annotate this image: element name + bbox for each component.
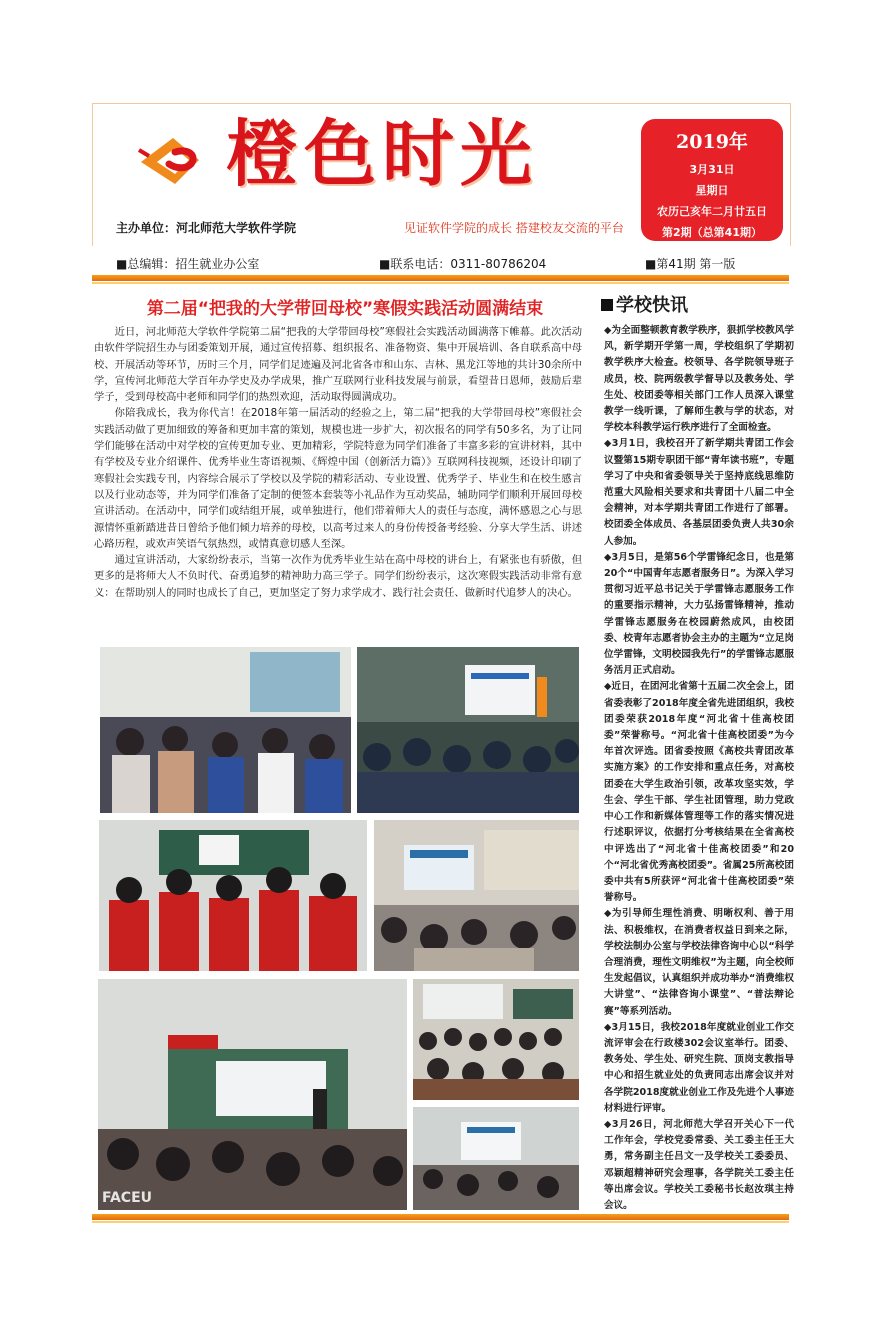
issue-lunar-date: 农历己亥年二月廿五日 <box>657 205 767 218</box>
brief-item: ◆3月1日，我校召开了新学期共青团工作会议暨第15期专职团干部“青年读书班”，专题学习了中央和省委领导关于坚持底线思维防范重大风险相关要求和共青团十八届二中全会精神，对本学期共青团工作进行了部署。校团委全体成员、各基层团委负责人共30余人参加。 <box>604 438 794 547</box>
brief-item: ◆3月26日，河北师范大学召开关心下一代工作年会，学校党委常委、关工委主任王大勇，常务副主任吕文一及学校关工委委员、邓颖超精神研究会理事，各学院关工委主任等出席会议。学校关工委秘书长赵汝琪主持会议。 <box>604 1118 794 1211</box>
article-paragraph: 近日，河北师范大学软件学院第二届“把我的大学带回母校”寒假社会实践活动圆满落下帷幕。此次活动由软件学院招生办与团委策划开展，通过宣传招募、组织报名、准备物资、集中开展培训、各自联系高中母校、开展活动等环节，历时三个月，同学们足迹遍及河北省各市和山东、吉林、黑龙江等地的共计30余所中学，宣传河北师范大学百年办学史及办学成果，推广互联网行业科技发展与前景，看望昔日恩师，鼓励后辈学子，受到母校高中老师和同学们的热烈欢迎，活动取得圆满成功。 <box>94 326 582 404</box>
brief-item: ◆3月5日，是第56个学雷锋纪念日，也是第20个“中国青年志愿者服务日”。为深入学习贯彻习近平总书记关于学雷锋志愿服务工作的重要指示精神，大力弘扬雷锋精神，推动学雷锋志愿服务在校园蔚然成风，由校团委、校青年志愿者协会主办的主题为“立足岗位学雷锋，文明校园我先行”的学雷锋志愿服务活月正式启动。 <box>604 551 794 677</box>
phone-info: ■联系电话：0311-80786204 <box>379 257 547 271</box>
issue-date: 3月31日 <box>689 163 735 176</box>
photo-students-rows <box>413 979 579 1100</box>
sponsor-line: 主办单位：河北师范大学软件学院 <box>116 221 297 235</box>
editor-info: ■总编辑：招生就业办公室 <box>116 257 260 271</box>
photo-classroom-presentation <box>357 647 579 813</box>
photo-projector-class <box>413 1107 579 1210</box>
brief-item: ◆为引导师生理性消费、明晰权利、善于用法、积极维权，在消费者权益日到来之际，学校法制办公室与学校法律咨询中心以“科学合理消费，理性文明维权”为主题，向全校师生发起倡议，认真组织并成功举办“消费维权大讲堂”、“法律咨询小课堂”、“普法辩论赛”等系列活动。 <box>604 908 794 1017</box>
info-bar <box>92 255 789 273</box>
photo-watermark: FACEU <box>102 1190 152 1206</box>
slogan: 见证软件学院的成长 搭建校友交流的平台 <box>404 221 624 235</box>
date-box <box>641 119 783 241</box>
article-paragraph: 你陪我成长，我为你代言！在2018年第一届活动的经验之上，第二届“把我的大学带回母校”寒假社会实践活动做了更加细致的筹备和更加丰富的策划，规模也进一步扩大，初次报名的同学有50多名，为了让同学们能够在活动中对学校的宣传更加专业、更加精彩，学院特意为同学们准备了丰富多彩的宣讲材料，其中有学校及专业介绍课件、优秀毕业生寄语视频、《辉煌中国（创新活力篇）》互联网科技视频，还设计印刷了寒假社会实践专刊，内容综合展示了学校以及学院的精彩活动、专业设置、优秀学子、毕业生和在校生感言以及行业动态等，并为同学们准备了定制的便签本套装等小礼品作为互动奖品，辅助同学们顺利开展回母校宣讲活动。在活动中，同学们或结组开展，或单独进行，他们带着师大人的责任与态度，满怀感恩之心与思源情怀重新踏进昔日曾给予他们倾力培养的母校，以高考过来人的身份传授备考经验、分享大学生活、讲述心路历程，或欢声笑语气氛热烈，或情真意切感人至深。 <box>94 407 582 550</box>
brief-item: ◆为全面整顿教育教学秩序，狠抓学校教风学风，新学期开学第一周，学校组织了学期初教学秩序大检查。校领导、各学院领导班子成员，校、院两级教学督导以及教务处、学生处、校团委等相关部门工作人员深入课堂教学一线听课，了解师生教与学的状态，对学校本科教学运行秩序进行了全面检查。 <box>604 325 794 434</box>
photo-students-seated <box>100 647 351 813</box>
bottom-divider <box>92 1214 789 1220</box>
brief-item: ◆近日，在团河北省第十五届二次全会上，团省委表彰了2018年度全省先进团组织，我校团委荣获2018年度“河北省十佳高校团委”荣誉称号。“河北省十佳高校团委”为今年首次评选。团省委按照《高校共青团改革实施方案》的工作安排和重点任务，对高校团委在大学生政治引领，改革攻坚实效，学生会、学生干部、学生社团管理，助力党政中心工作和新媒体管理等工作的落实情况进行述职评议，依据打分考核结果在全省高校中评选出了“河北省十佳高校团委”和20个“河北省优秀高校团委”。省属25所高校团委中共有5所获评“河北省十佳高校团委”荣誉称号。 <box>604 681 794 904</box>
news-briefs <box>604 323 794 1214</box>
sidebar-title-text: 学校快讯 <box>616 295 688 316</box>
college-logo-icon <box>135 130 217 192</box>
issue-weekday: 星期日 <box>695 184 729 197</box>
photo-red-uniform-class <box>99 820 367 971</box>
photo-lecture-hall <box>374 820 579 971</box>
edition-info: ■第41期 第一版 <box>645 257 736 271</box>
article-paragraph: 通过宣讲活动，大家纷纷表示，当第一次作为优秀毕业生站在高中母校的讲台上，有紧张也有骄傲，但更多的是将师大人不负时代、奋勇追梦的精神助力高三学子。同学们纷纷表示，这次寒假实践活动非常有意义：在帮助别人的同时也成长了自己，更加坚定了努力求学成才、践行社会责任、做新时代追梦人的决心。 <box>94 554 582 599</box>
sidebar-title <box>601 291 688 317</box>
article-body <box>94 324 582 601</box>
issue-number: 第2期（总第41期） <box>662 226 762 239</box>
article-headline: 第二届“把我的大学带回母校”寒假实践活动圆满结束 <box>146 299 544 319</box>
top-divider <box>92 275 789 281</box>
brief-item: ◆3月15日，我校2018年度就业创业工作交流评审会在行政楼302会议室举行。团委、教务处、学生处、研究生院、顶岗支教指导中心和招生就业处的负责同志出席会议并对各学院2018度就业创业工作及先进个人事迹材料进行评审。 <box>604 1021 794 1114</box>
photo-classroom-speaker <box>98 979 407 1210</box>
issue-year: 2019年 <box>676 131 748 153</box>
newspaper-title: 橙色时光 <box>226 111 539 196</box>
